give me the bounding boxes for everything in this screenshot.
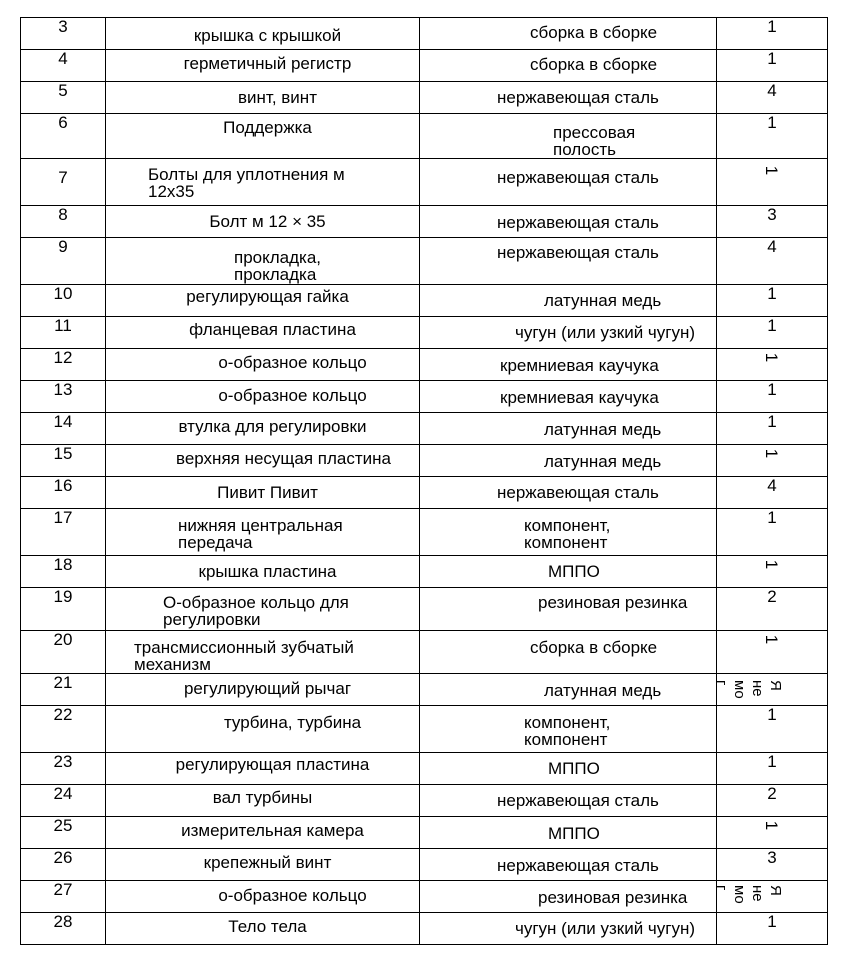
part-material: латунная медь xyxy=(544,291,662,310)
row-number: 18 xyxy=(21,556,106,588)
part-name: нижняя центральная xyxy=(178,516,343,535)
part-qty: 4 xyxy=(717,238,828,285)
part-material: МППО xyxy=(548,759,600,778)
part-name: крепежный винт xyxy=(203,853,332,872)
part-material: МППО xyxy=(548,562,600,581)
part-name: о-образное кольцо xyxy=(218,353,367,372)
table-row xyxy=(21,509,828,556)
part-qty: 1 xyxy=(717,18,828,50)
table-row xyxy=(21,317,828,349)
part-name: герметичный регистр xyxy=(183,54,352,73)
part-name-cont: передача xyxy=(178,533,253,552)
part-name: турбина, турбина xyxy=(223,713,362,732)
part-name-cont: механизм xyxy=(134,655,211,674)
row-number: 22 xyxy=(21,706,106,753)
table-row xyxy=(21,82,828,114)
row-number: 19 xyxy=(21,588,106,631)
table-row xyxy=(21,477,828,509)
part-material: нержавеющая сталь xyxy=(497,243,659,262)
row-number: 15 xyxy=(21,445,106,477)
table-row xyxy=(21,817,828,849)
part-name: о-образное кольцо xyxy=(218,886,367,905)
part-name: винт, винт xyxy=(238,88,317,107)
part-material: латунная медь xyxy=(544,452,662,471)
part-material: нержавеющая сталь xyxy=(497,213,659,232)
row-number: 25 xyxy=(21,817,106,849)
part-name: регулирующий рычаг xyxy=(183,679,352,698)
part-material: латунная медь xyxy=(544,681,662,700)
part-material: сборка в сборке xyxy=(530,55,658,74)
row-number: 21 xyxy=(21,674,106,706)
part-name: Пивит Пивит xyxy=(217,483,318,502)
table-row xyxy=(21,381,828,413)
part-qty: 1 xyxy=(717,285,828,317)
part-material: резиновая резинка xyxy=(538,888,688,907)
part-name: крышка пластина xyxy=(198,562,337,581)
part-name-cont: прокладка xyxy=(234,265,317,284)
part-material: нержавеющая сталь xyxy=(497,856,659,875)
part-material: чугун (или узкий чугун) xyxy=(515,919,696,938)
part-qty: 1 xyxy=(762,165,782,176)
part-material: МППО xyxy=(548,824,600,843)
part-name-cont: 12x35 xyxy=(148,182,195,201)
row-number: 23 xyxy=(21,753,106,785)
part-name: Болт м 12 × 35 xyxy=(209,212,326,231)
part-qty: 1 xyxy=(717,509,828,556)
row-number: 17 xyxy=(21,509,106,556)
row-number: 5 xyxy=(21,82,106,114)
part-name: измерительная камера xyxy=(181,821,364,840)
table-row xyxy=(21,349,828,381)
part-qty: 1 xyxy=(717,114,828,159)
part-name: о-образное кольцо xyxy=(218,386,367,405)
row-number: 28 xyxy=(21,913,106,945)
part-name: О-образное кольцо для xyxy=(163,593,349,612)
part-qty: 1 xyxy=(717,50,828,82)
part-name: верхняя несущая пластина xyxy=(176,449,391,468)
part-qty-vertical: Я не мо г xyxy=(717,881,828,913)
part-qty: 1 xyxy=(717,913,828,945)
table-row xyxy=(21,206,828,238)
row-number: 3 xyxy=(21,18,106,50)
part-material: нержавеющая сталь xyxy=(497,168,659,187)
part-qty: 4 xyxy=(717,82,828,114)
table-row xyxy=(21,285,828,317)
row-number: 11 xyxy=(21,317,106,349)
table-row xyxy=(21,913,828,945)
part-qty: 1 xyxy=(717,413,828,445)
table-row xyxy=(21,674,828,706)
part-qty: 2 xyxy=(717,588,828,631)
part-name: трансмиссионный зубчатый xyxy=(134,638,354,657)
table-row xyxy=(21,18,828,50)
part-material: прессовая xyxy=(553,123,636,142)
row-number: 13 xyxy=(21,381,106,413)
row-number: 8 xyxy=(21,206,106,238)
part-name: Тело тела xyxy=(228,917,307,936)
row-number: 24 xyxy=(21,785,106,817)
part-material: нержавеющая сталь xyxy=(497,88,659,107)
row-number: 27 xyxy=(21,881,106,913)
part-name: Болты для уплотнения м xyxy=(148,165,345,184)
row-number: 12 xyxy=(21,349,106,381)
part-material: кремниевая каучука xyxy=(500,356,659,375)
row-number: 20 xyxy=(21,631,106,674)
part-name: регулирующая пластина xyxy=(175,755,370,774)
part-name: Поддержка xyxy=(223,118,312,137)
table-row xyxy=(21,706,828,753)
part-qty: 1 xyxy=(762,352,782,363)
row-number: 4 xyxy=(21,50,106,82)
part-qty: 4 xyxy=(717,477,828,509)
part-name: прокладка, xyxy=(234,248,322,267)
table-row xyxy=(21,556,828,588)
parts-table xyxy=(20,17,828,945)
table-row xyxy=(21,631,828,674)
part-material: кремниевая каучука xyxy=(500,388,659,407)
table-row xyxy=(21,238,828,285)
part-name: крышка с крышкой xyxy=(193,26,342,45)
part-material: сборка в сборке xyxy=(530,23,658,42)
part-qty: 1 xyxy=(762,559,782,570)
part-qty: 1 xyxy=(717,317,828,349)
part-material: нержавеющая сталь xyxy=(497,483,659,502)
part-qty: 3 xyxy=(717,206,828,238)
part-material: латунная медь xyxy=(544,420,662,439)
part-qty: 1 xyxy=(717,381,828,413)
table-row xyxy=(21,753,828,785)
part-material-cont: компонент xyxy=(524,533,608,552)
part-material: нержавеющая сталь xyxy=(497,791,659,810)
row-number: 9 xyxy=(21,238,106,285)
part-material: сборка в сборке xyxy=(530,638,658,657)
row-number: 6 xyxy=(21,114,106,159)
part-material-cont: полость xyxy=(553,140,616,159)
part-qty: 1 xyxy=(762,820,782,831)
part-material: компонент, xyxy=(524,713,611,732)
table-row xyxy=(21,849,828,881)
row-number: 7 xyxy=(21,159,106,206)
table-row xyxy=(21,881,828,913)
row-number: 10 xyxy=(21,285,106,317)
part-name: вал турбины xyxy=(212,788,313,807)
table-row xyxy=(21,114,828,159)
part-name: втулка для регулировки xyxy=(178,417,367,436)
part-qty: 3 xyxy=(717,849,828,881)
part-qty-vertical: Я не мо г xyxy=(717,674,828,706)
part-name: регулирующая гайка xyxy=(186,287,349,306)
row-number: 14 xyxy=(21,413,106,445)
part-material: чугун (или узкий чугун) xyxy=(515,323,696,342)
part-qty: 1 xyxy=(717,706,828,753)
row-number: 16 xyxy=(21,477,106,509)
part-material-cont: компонент xyxy=(524,730,608,749)
part-material: резиновая резинка xyxy=(538,593,688,612)
table-row xyxy=(21,159,828,206)
part-material: компонент, xyxy=(524,516,611,535)
part-qty: 1 xyxy=(717,753,828,785)
table-row xyxy=(21,50,828,82)
table-row xyxy=(21,785,828,817)
part-qty: 1 xyxy=(762,634,782,645)
part-name: фланцевая пластина xyxy=(189,320,356,339)
table-row xyxy=(21,445,828,477)
table-row xyxy=(21,413,828,445)
row-number: 26 xyxy=(21,849,106,881)
part-name-cont: регулировки xyxy=(163,610,261,629)
table-row xyxy=(21,588,828,631)
part-qty: 2 xyxy=(717,785,828,817)
part-qty: 1 xyxy=(762,448,782,459)
